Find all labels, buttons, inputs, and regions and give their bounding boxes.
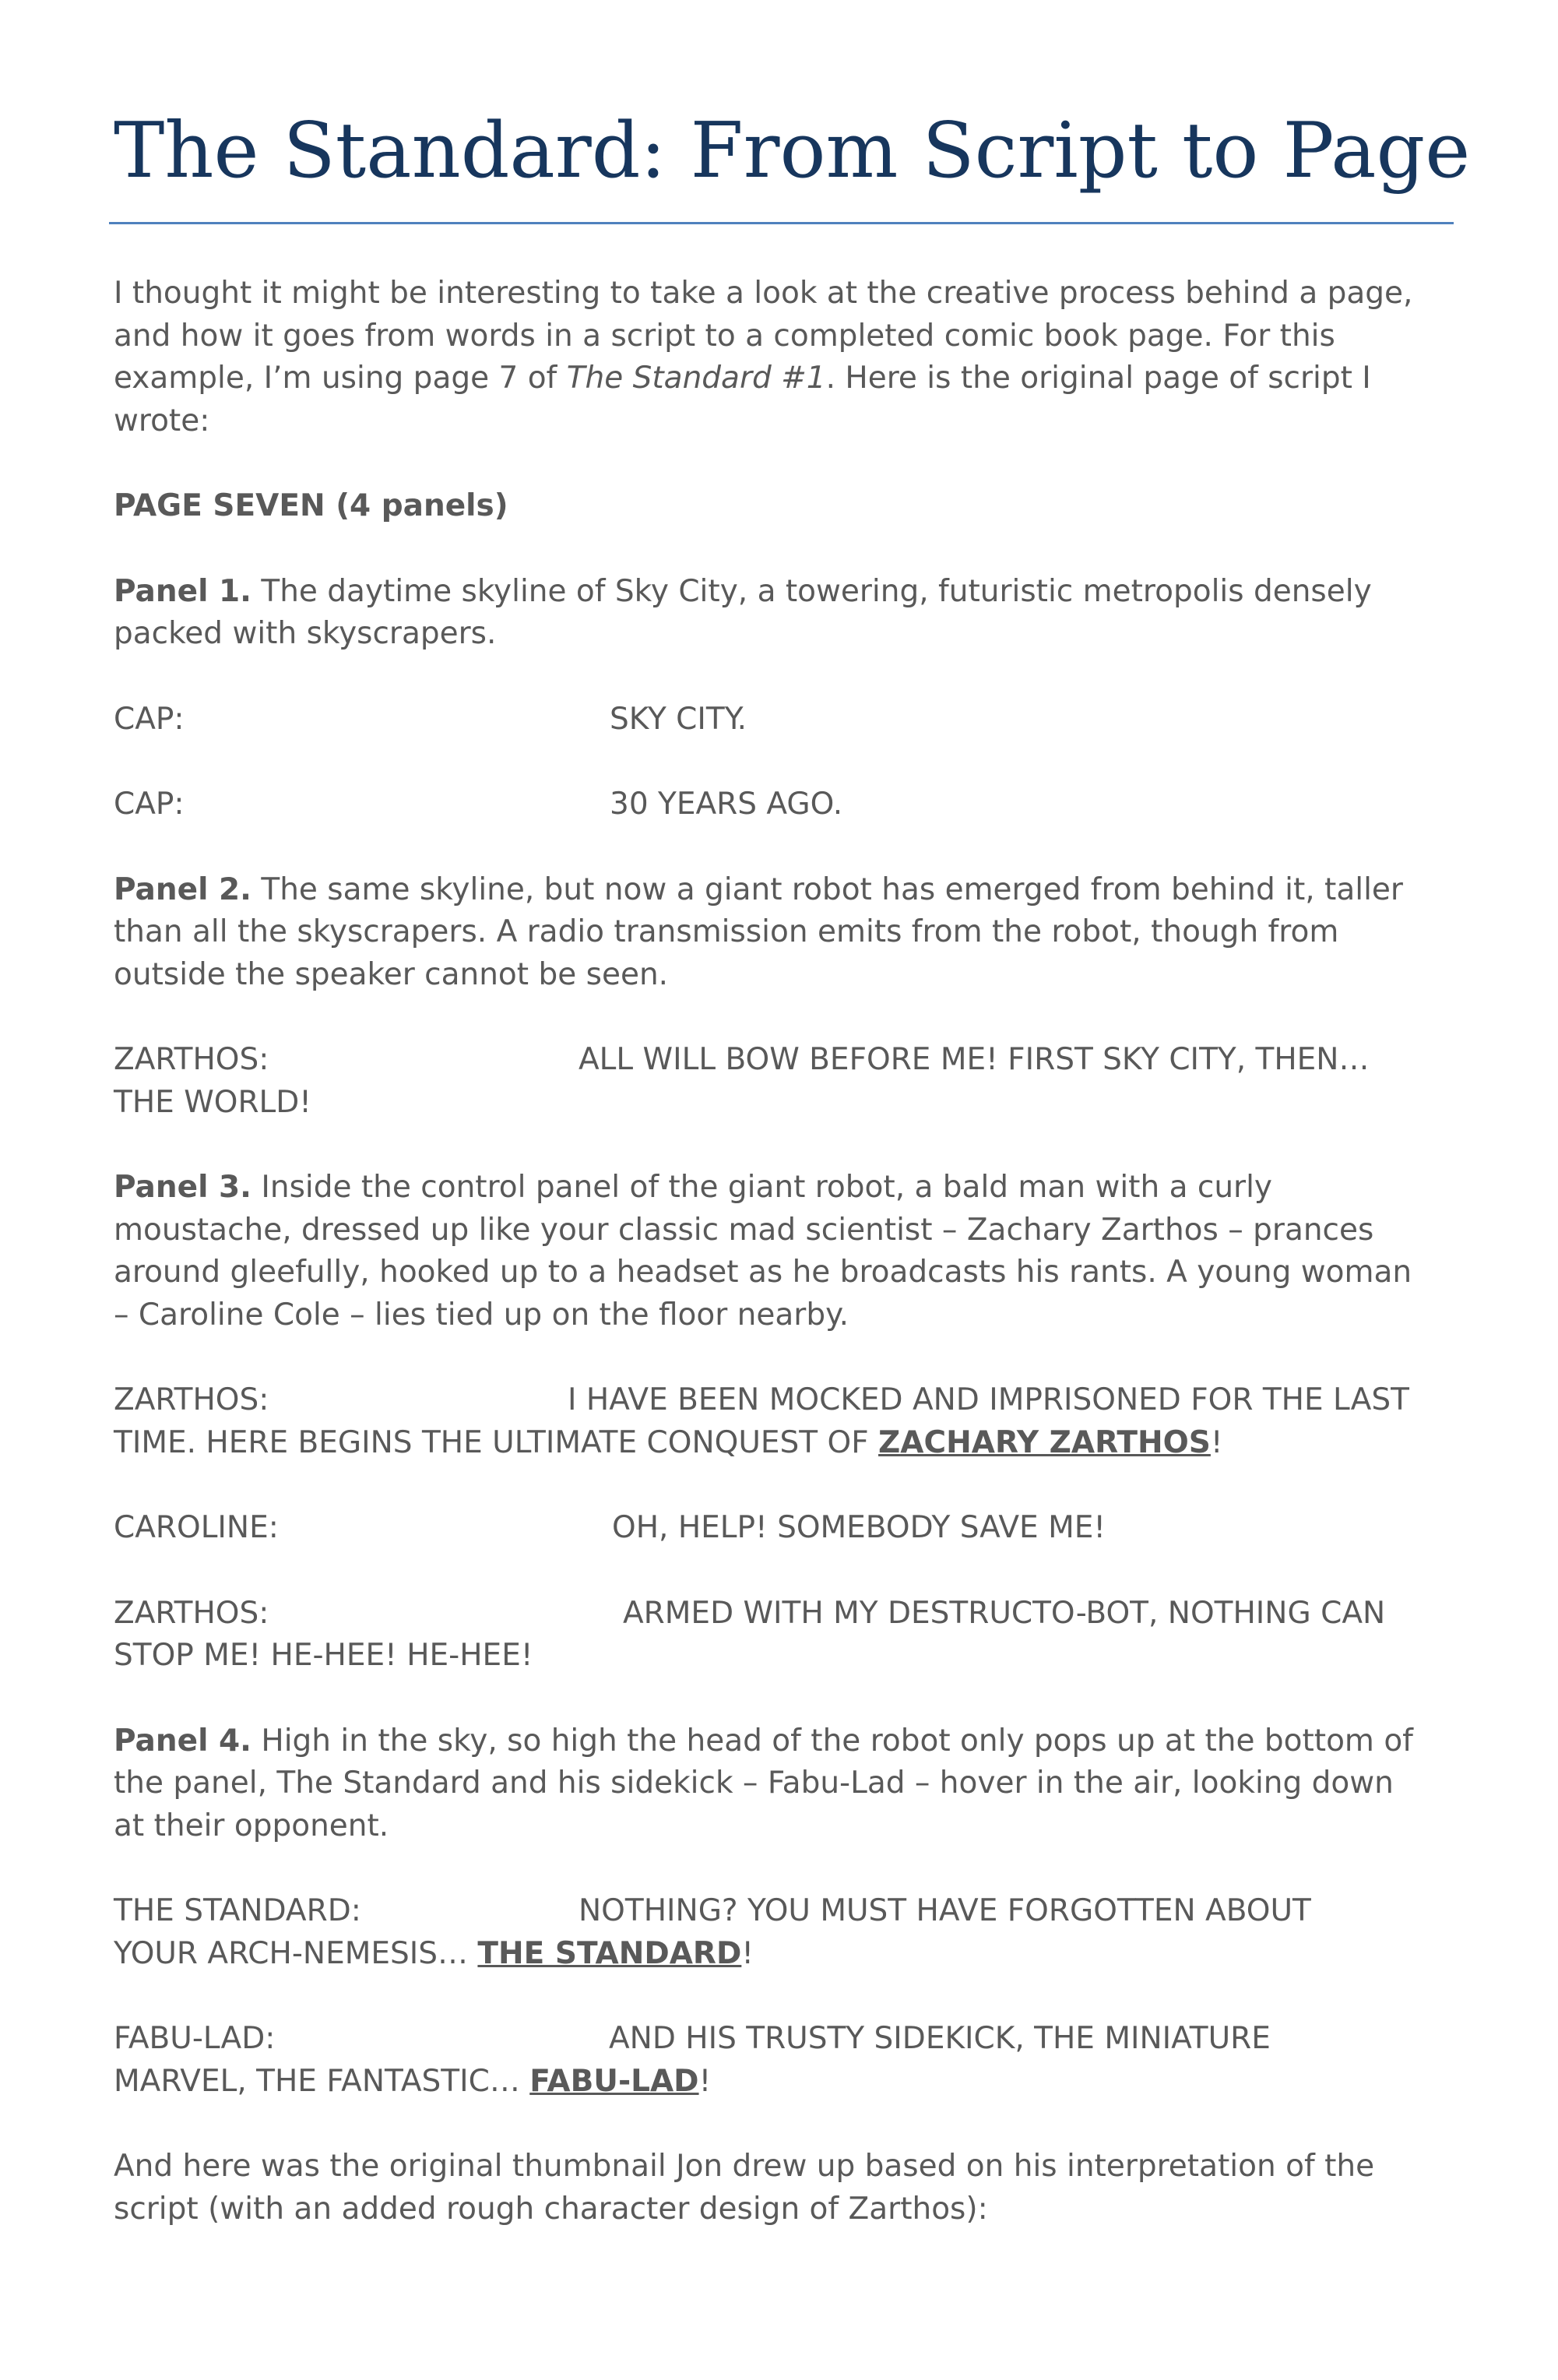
- dialogue-text: I HAVE BEEN MOCKED AND IMPRISONED FOR THE LAST: [568, 1382, 1409, 1417]
- panel-4-line-2: the panel, The Standard and his sidekick – Fabu-Lad – hover in the air, looking down: [114, 1766, 1394, 1801]
- panel-1-caption-2: [114, 783, 1449, 826]
- panel-3-dialogue-zarthos-1: [114, 1379, 1449, 1464]
- panel-2-description: [114, 869, 1449, 997]
- page-heading: [114, 485, 1449, 528]
- dialogue-speaker: CAROLINE:: [114, 1510, 279, 1545]
- outro-line-1: And here was the original thumbnail Jon drew up based on his interpretation of the: [114, 2149, 1375, 2184]
- panel-4-line-1-text: High in the sky, so high the head of the robot only pops up at the bottom of: [251, 1723, 1413, 1759]
- dialogue-text: ALL WILL BOW BEFORE ME! FIRST SKY CITY, THEN…: [579, 1042, 1370, 1077]
- panel-1-label: Panel 1.: [114, 573, 251, 609]
- intro-line-3-start: example, I’m using page 7 of: [114, 361, 567, 396]
- dialogue-speaker: ZARTHOS:: [114, 1042, 269, 1077]
- panel-2-line-2: than all the skyscrapers. A radio transmission emits from the robot, though from: [114, 914, 1339, 949]
- emphasized-name: ZACHARY ZARTHOS: [878, 1424, 1211, 1460]
- panel-1-description: [114, 571, 1449, 656]
- dialogue-text: NOTHING? YOU MUST HAVE FORGOTTEN ABOUT: [579, 1893, 1311, 1928]
- title-underline: [109, 222, 1454, 224]
- panel-3-line-4: – Caroline Cole – lies tied up on the floor nearby.: [114, 1297, 849, 1333]
- dialogue-text-continued: STOP ME! HE-HEE! HE-HEE!: [114, 1638, 533, 1673]
- dialogue-text-continued: [114, 1422, 1449, 1465]
- emphasized-name: THE STANDARD: [477, 1935, 742, 1971]
- outro-line-2: script (with an added rough character design of Zarthos):: [114, 2191, 988, 2227]
- emphasized-name: FABU-LAD: [529, 2063, 699, 2099]
- panel-3-line-1-text: Inside the control panel of the giant robot, a bald man with a curly: [251, 1170, 1272, 1205]
- panel-3-line-2: moustache, dressed up like your classic mad scientist – Zachary Zarthos – prances: [114, 1212, 1374, 1248]
- panel-1-caption-1: [114, 699, 1449, 741]
- page-heading-text: PAGE SEVEN (4 panels): [114, 488, 508, 523]
- intro-paragraph: [114, 273, 1449, 442]
- dialogue-text: OH, HELP! SOMEBODY SAVE ME!: [612, 1510, 1106, 1545]
- panel-4-description: [114, 1720, 1449, 1848]
- intro-line-3-end: . Here is the original page of script I: [825, 361, 1371, 396]
- panel-4-line-1: [114, 1720, 1449, 1763]
- dialogue-speaker: FABU-LAD:: [114, 2021, 276, 2056]
- caption-2-text: 30 YEARS AGO.: [610, 787, 843, 822]
- panel-3-dialogue-caroline: [114, 1507, 1449, 1550]
- dialogue-speaker: ZARTHOS:: [114, 1595, 269, 1631]
- document-body: [114, 273, 1449, 2273]
- panel-4-dialogue-standard: [114, 1890, 1449, 1975]
- book-title: The Standard #1: [566, 361, 826, 396]
- dialogue-text-continued: [114, 2061, 1449, 2104]
- panel-4-dialogue-fabu-lad: [114, 2018, 1449, 2103]
- dialogue-text-start: MARVEL, THE FANTASTIC…: [114, 2063, 530, 2099]
- intro-line-3: [114, 357, 1449, 400]
- intro-line-1: I thought it might be interesting to take a look at the creative process behind a page,: [114, 276, 1413, 311]
- caption-1-speaker: CAP:: [114, 701, 185, 737]
- dialogue-text-start: TIME. HERE BEGINS THE ULTIMATE CONQUEST OF: [114, 1424, 879, 1460]
- dialogue-speaker: ZARTHOS:: [114, 1382, 269, 1417]
- caption-1-text: SKY CITY.: [610, 701, 747, 737]
- dialogue-text-continued: [114, 1933, 1449, 1976]
- panel-1-line-2: packed with skyscrapers.: [114, 616, 497, 651]
- panel-2-line-3: outside the speaker cannot be seen.: [114, 956, 669, 992]
- panel-2-dialogue-zarthos: [114, 1039, 1449, 1124]
- dialogue-text-continued: THE WORLD!: [114, 1084, 311, 1120]
- dialogue-text-end: !: [1210, 1424, 1223, 1460]
- panel-4-line-3: at their opponent.: [114, 1808, 389, 1843]
- panel-4-label: Panel 4.: [114, 1723, 251, 1759]
- panel-2-label: Panel 2.: [114, 871, 251, 907]
- panel-3-dialogue-zarthos-2: [114, 1593, 1449, 1678]
- intro-line-4: wrote:: [114, 403, 210, 438]
- outro-paragraph: [114, 2146, 1449, 2230]
- dialogue-text-end: !: [698, 2063, 712, 2099]
- panel-3-description: [114, 1167, 1449, 1336]
- dialogue-text: AND HIS TRUSTY SIDEKICK, THE MINIATURE: [609, 2021, 1271, 2056]
- dialogue-speaker: THE STANDARD:: [114, 1893, 361, 1928]
- caption-2-speaker: CAP:: [114, 787, 185, 822]
- panel-1-line-1: [114, 571, 1449, 614]
- dialogue-text-start: YOUR ARCH-NEMESIS…: [114, 1935, 478, 1971]
- intro-line-2: and how it goes from words in a script to a completed comic book page. For this: [114, 318, 1335, 354]
- page-title: The Standard: From Script to Page: [114, 107, 1471, 195]
- panel-1-line-1-text: The daytime skyline of Sky City, a towering, futuristic metropolis densely: [251, 573, 1372, 609]
- panel-3-label: Panel 3.: [114, 1170, 251, 1205]
- dialogue-text: ARMED WITH MY DESTRUCTO-BOT, NOTHING CAN: [623, 1595, 1386, 1631]
- panel-3-line-1: [114, 1167, 1449, 1209]
- panel-2-line-1: [114, 869, 1449, 912]
- panel-2-line-1-text: The same skyline, but now a giant robot has emerged from behind it, taller: [251, 871, 1403, 907]
- panel-3-line-3: around gleefully, hooked up to a headset as he broadcasts his rants. A young woman: [114, 1255, 1412, 1290]
- dialogue-text-end: !: [741, 1935, 754, 1971]
